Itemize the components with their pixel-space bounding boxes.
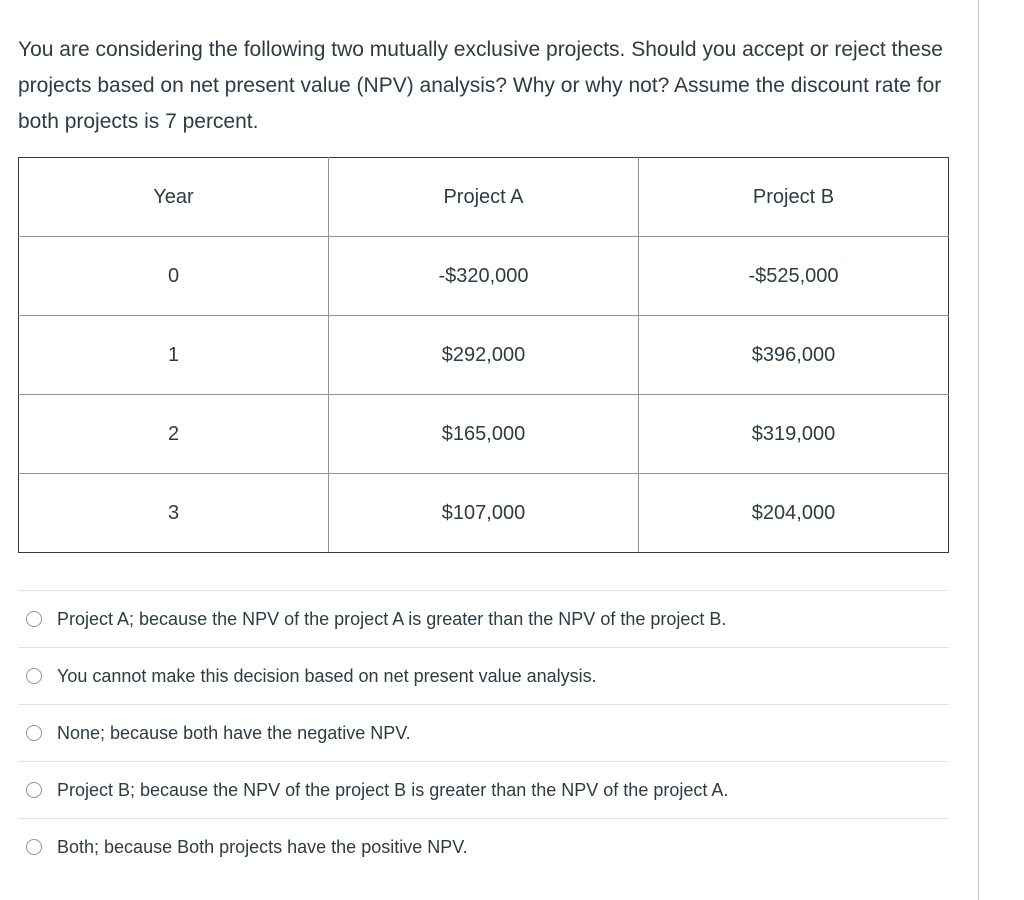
cell-year: 3 [19,474,329,553]
radio-button[interactable] [26,839,42,855]
answer-option-project-b[interactable] [18,761,949,818]
cell-project-b: $319,000 [639,395,949,474]
answer-option-none[interactable] [18,704,949,761]
cell-project-b: $204,000 [639,474,949,553]
cell-project-a: -$320,000 [329,237,639,316]
header-project-a: Project A [329,158,639,237]
answer-label[interactable]: None; because both have the negative NPV. [57,722,411,743]
radio-button[interactable] [26,725,42,741]
radio-button[interactable] [26,668,42,684]
table-header-row [19,158,949,237]
cell-project-b: -$525,000 [639,237,949,316]
cell-project-b: $396,000 [639,316,949,395]
cell-project-a: $165,000 [329,395,639,474]
answer-label[interactable]: You cannot make this decision based on net present value analysis. [57,665,597,686]
cell-project-a: $292,000 [329,316,639,395]
cell-year: 1 [19,316,329,395]
answer-label[interactable]: Both; because Both projects have the positive NPV. [57,836,468,857]
cash-flow-table [18,157,949,553]
cell-year: 2 [19,395,329,474]
header-year: Year [19,158,329,237]
page-right-border [978,0,979,900]
table-row [19,316,949,395]
table-row [19,395,949,474]
radio-button[interactable] [26,611,42,627]
header-project-b: Project B [639,158,949,237]
table-row [19,474,949,553]
answer-label[interactable]: Project B; because the NPV of the project B is greater than the NPV of the project A. [57,779,729,800]
answer-label[interactable]: Project A; because the NPV of the project A is greater than the NPV of the project B. [57,608,727,629]
radio-button[interactable] [26,782,42,798]
answer-options [18,590,949,875]
cell-project-a: $107,000 [329,474,639,553]
answer-option-both[interactable] [18,818,949,875]
table-row [19,237,949,316]
answer-option-project-a[interactable] [18,590,949,647]
answer-option-cannot-decide[interactable] [18,647,949,704]
question-text: You are considering the following two mutually exclusive projects. Should you accept or reject these projects based on net present value (NPV) analysis? Why or why not? Assume the discount rate for both projects is 7 percent. [18,38,943,133]
cell-year: 0 [19,237,329,316]
